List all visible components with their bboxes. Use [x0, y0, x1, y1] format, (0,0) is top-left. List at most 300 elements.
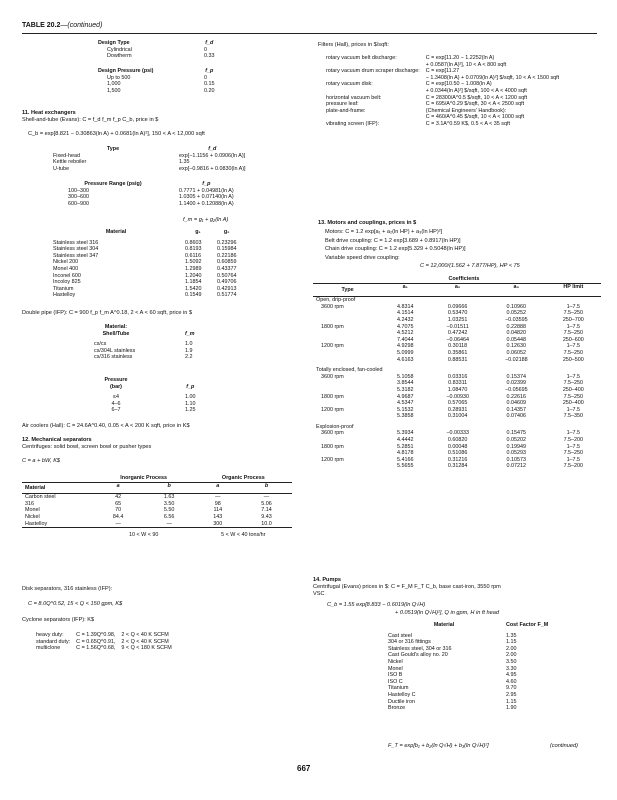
motor-cell: 0.88531	[447, 356, 468, 363]
motor-cell: 1–7.5	[566, 456, 581, 463]
g1-header: g₁	[195, 229, 201, 235]
motor-cell: 7.5–250	[563, 450, 584, 457]
motor-cell: 7.5–200	[563, 463, 584, 470]
material-cell: Stainless steel 304	[53, 246, 99, 253]
centrifuge-cell: 70	[115, 507, 122, 514]
material-row	[50, 273, 240, 280]
motor-cell: 4.8178	[397, 450, 414, 457]
cyclone-cell: heavy duty:	[36, 632, 64, 638]
centrifuge-cell: 3.50	[163, 500, 175, 507]
design-type-row	[95, 47, 218, 54]
s11-line: Shell-and-tube (Evans): C = f_d f_m f_p C_b, price in $	[22, 117, 159, 123]
filter-row	[323, 114, 562, 121]
shell-tube-cell: cs/316 stainless	[94, 354, 133, 361]
filter-cell: C = exp[11.20 − 1.2252(ln A)	[425, 55, 495, 61]
pump-material-row	[385, 666, 551, 673]
filter-cell	[323, 114, 423, 121]
cent-a-header: a	[116, 482, 120, 489]
centrifuge-cell: Monel	[25, 507, 40, 514]
s12-line: Centrifuges: solid bowl, screen bowl or pusher types	[22, 444, 152, 450]
motor-cell: 1–7.5	[566, 373, 581, 380]
shell-tube-row	[50, 341, 198, 348]
motor-cell: 3600 rpm	[321, 373, 344, 380]
pump-material-cell: 2.00	[506, 652, 517, 659]
motor-row	[313, 407, 601, 414]
material-cell: 0.42913	[217, 285, 237, 292]
cyclone-cell: 9 < Q < 180 K SCFM	[121, 645, 172, 652]
motor-cell: 4.8314	[397, 303, 414, 310]
motor-cell: 0.22616	[506, 393, 527, 400]
motor-cell	[313, 350, 382, 357]
filter-cell	[323, 88, 423, 95]
cyclone-cell: 2 < Q < 40 K SCFM	[121, 638, 169, 645]
prange-row	[50, 194, 237, 201]
motor-cell: 250–700	[562, 316, 584, 323]
motor-cell: 7.4044	[397, 336, 414, 343]
material-cell: 0.51774	[217, 292, 237, 299]
motor-table	[313, 276, 601, 470]
pump-material-row	[385, 699, 551, 706]
page-number: 667	[297, 764, 311, 773]
motor-row	[313, 324, 601, 331]
motor-row	[313, 343, 601, 350]
motor-cell: 1800 rpm	[321, 393, 344, 400]
a3-header: a₃	[513, 283, 520, 290]
motor-cell: 0.51086	[447, 450, 468, 457]
motor-row	[313, 330, 601, 337]
disk-equation: C = 8.0Q^0.52, 15 < Q < 150 gpm, K$	[28, 601, 123, 607]
motor-row	[313, 350, 601, 357]
motor-cell: 4.4442	[397, 437, 414, 444]
filter-cell: pressure leaf:	[326, 101, 359, 108]
s14-line1: Centrifugal (Evans) prices in $: C = F_M F_T C_b, base cast-iron, 3550 rpm	[313, 584, 501, 590]
motor-cell: 7.5–250	[563, 393, 584, 400]
motor-cell: 0.09666	[447, 303, 468, 310]
centrifuge-cell: 84.4	[112, 513, 124, 520]
type-cell: U-tube	[53, 165, 70, 172]
centrifuge-row	[22, 501, 292, 508]
motor-cell: 5.3858	[397, 413, 414, 420]
motor-cell: 0.22888	[506, 323, 527, 330]
s14-title: 14. Pumps	[313, 577, 341, 583]
motor-cell: 0.14357	[506, 406, 527, 413]
motor-cell: 1800 rpm	[321, 443, 344, 450]
motor-cell: 0.05293	[506, 450, 527, 457]
s11-title: 11. Heat exchangers	[22, 110, 76, 116]
material-cell: Monel 400	[53, 265, 79, 272]
type-header: Type	[106, 146, 120, 152]
prange-cell: 100–300	[68, 187, 89, 194]
disk-title: Disk separators, 316 stainless (IFP):	[22, 586, 113, 592]
design-pressure-row	[95, 81, 218, 88]
s14-line2: VSC	[313, 591, 325, 597]
motor-cell	[313, 450, 382, 457]
motor-cell: 0.60820	[447, 437, 468, 444]
filter-cell: rotary vacuum belt discharge:	[326, 55, 397, 61]
centrifuge-cell: Nickel	[25, 513, 40, 520]
material-cell: 0.1549	[185, 292, 202, 299]
pump-material-row	[385, 679, 551, 686]
pump-material-cell: 4.95	[506, 672, 517, 679]
centrifuge-cell: 65	[115, 500, 122, 507]
pressure-bar-cell: ≤4	[113, 394, 119, 401]
inorganic-range: 10 < W < 90	[128, 532, 159, 539]
design-pressure-table	[95, 68, 218, 94]
motor-cell	[313, 413, 382, 420]
centrifuge-cell: —	[215, 494, 221, 501]
material-row	[50, 253, 240, 260]
pump-material-cell: Ductile iron	[388, 698, 415, 705]
pump-material-cell: 2.00	[506, 645, 517, 652]
motor-cell: 250–500	[562, 356, 584, 363]
motor-cell: −0.02188	[504, 356, 528, 363]
shell-tube-cell: cs/cs	[94, 341, 107, 348]
pump-material-cell: Nickel	[388, 658, 403, 665]
design-pressure-cell: 0.20	[204, 87, 215, 94]
design-pressure-row	[95, 75, 218, 82]
filter-row	[323, 121, 562, 128]
motor-row	[313, 400, 601, 407]
motor-row	[313, 357, 601, 364]
type-cell: Kettle reboiler	[53, 159, 87, 166]
motor-cell: −0.06464	[446, 336, 469, 343]
cost-factor-header: Cost Factor F_M	[506, 622, 549, 628]
design-type-cell: Cylindrical	[107, 46, 132, 53]
type-cell: 1.35	[179, 159, 190, 166]
material-cell: 0.43377	[217, 265, 237, 272]
filter-cell: vibrating screen (IFP):	[326, 120, 380, 127]
centrifuge-cell: Hastelloy	[25, 520, 48, 527]
motor-cell: 5.5655	[397, 463, 414, 470]
cyclone-cell: 2 < Q < 40 K SCFM	[121, 632, 169, 638]
centrifuge-cell: 1.63	[163, 494, 175, 501]
motor-cell: 5.4166	[397, 456, 414, 463]
pump-material-row	[385, 633, 551, 640]
centrifuge-cell: 5.50	[163, 507, 175, 514]
prange-cell: 0.7771 + 0.04981(ln A)	[179, 187, 234, 194]
motor-cell: 1200 rpm	[321, 406, 344, 413]
type-row	[50, 153, 249, 160]
double-pipe: Double pipe (IFP): C = 900 f_p f_m A^0.18, 2 < A < 60 sqft, price in $	[22, 310, 193, 316]
fm-equation: f_m = g₁ + g₂(ln A)	[183, 217, 229, 223]
motor-cell	[313, 387, 382, 394]
prange-fp-header: f_p	[202, 181, 211, 187]
material-row	[50, 292, 240, 299]
prange-header: Pressure Range (psig)	[84, 181, 142, 187]
filter-cell: C = exp[11.27	[425, 68, 460, 75]
motor-cell	[313, 400, 382, 407]
motor-cell: 3600 rpm	[321, 430, 344, 437]
motor-cell: 0.10573	[506, 456, 527, 463]
s11-cb: C_b = exp[8.821 − 0.30863(ln A) + 0.0681(ln A)²], 150 < A < 12,000 sqft	[28, 131, 205, 137]
s13-line: Chain drive coupling: C = 1.2 exp[5.329 + 0.5048(ln HP)]	[325, 246, 466, 252]
motor-cell: 4.7075	[397, 323, 414, 330]
centrifuge-cell: 6.56	[163, 513, 175, 520]
motor-cell: 5.3182	[397, 386, 414, 393]
motor-cell	[313, 337, 382, 344]
cyclone-row	[33, 645, 175, 652]
shell-tube-row	[50, 354, 198, 361]
motor-cell: 0.00048	[447, 443, 468, 450]
type-fd-header: f_d	[208, 146, 217, 152]
motor-cell: 5.3934	[397, 430, 414, 437]
motor-group-name: Explosion-proof	[316, 423, 354, 430]
material-cell: 0.49706	[217, 279, 237, 286]
cyclone-row	[33, 632, 175, 639]
pump-material-row	[385, 652, 551, 659]
material-cell: Nickel 200	[53, 259, 79, 266]
motor-cell: 1–7.5	[566, 323, 581, 330]
shell-tube-row	[50, 348, 198, 355]
filter-row	[323, 75, 562, 82]
material-cell: 1.2989	[185, 265, 202, 272]
motor-cell: 0.05202	[506, 437, 527, 444]
type-row	[50, 159, 249, 166]
motor-cell: 5.1058	[397, 373, 414, 380]
centrifuge-cell: 7.14	[261, 507, 272, 514]
centrifuge-cell: 143	[213, 513, 223, 520]
motor-cell	[313, 310, 382, 317]
filter-cell: C = 695/A^0.29 $/sqft, 30 < A < 2500 sqft	[425, 101, 525, 108]
motor-cell: 3.8544	[397, 380, 414, 387]
shell-tube-header-1: Material:	[104, 324, 128, 330]
cyclone-title: Cyclone separators (IFP): K$	[22, 617, 95, 623]
cyclone-cell: multiclone	[36, 645, 61, 652]
pump-material-cell: 3.30	[506, 665, 517, 672]
filter-cell: − 1.3408(ln A) + 0.0709(ln A)²] $/sqft, 10 < A < 1500 sqft	[425, 74, 560, 81]
design-type-cell: 0	[204, 46, 207, 53]
motor-cell: 0.57065	[447, 400, 468, 407]
pressure-bar-cell: 1.00	[185, 394, 196, 401]
material-cell: 1.2040	[185, 272, 202, 279]
motor-cell: 0.15475	[506, 430, 527, 437]
material-cell: 0.8193	[185, 246, 202, 253]
inorganic-process-header: Inorganic Process	[93, 475, 195, 482]
material-cell: 1.5420	[185, 285, 202, 292]
motor-cell	[313, 437, 382, 444]
motor-row	[313, 317, 601, 324]
motor-cell: −0.00930	[446, 393, 469, 400]
pump-material-cell: Titanium	[388, 685, 409, 692]
pump-material-row	[385, 705, 551, 712]
motor-group-name: Totally enclosed, fan-cooled	[316, 367, 383, 374]
centrifuge-cell: 42	[115, 494, 122, 501]
motor-cell: 1800 rpm	[321, 323, 344, 330]
centrifuge-row	[22, 507, 292, 514]
material-cell: 0.50764	[217, 272, 237, 279]
material-cell: Incoloy 825	[53, 279, 81, 286]
pump-material-table	[385, 622, 551, 712]
motor-cell: 0.04820	[506, 330, 527, 337]
material-cell: Inconel 600	[53, 272, 81, 279]
pump-material-cell: 3.50	[506, 658, 517, 665]
centrifuge-cell: 9.43	[261, 513, 272, 520]
motor-cell: 7.5–250	[563, 380, 584, 387]
motor-cell: 1200 rpm	[321, 456, 344, 463]
material-cell: 0.22186	[217, 252, 237, 259]
pump-material-cell: 304 or 316 fittings	[388, 639, 431, 646]
shell-tube-cell: 1.0	[185, 341, 193, 348]
material-cell: 0.23296	[217, 239, 237, 246]
pump-material-cell: 2.95	[506, 691, 517, 698]
table-title: TABLE 20.2—(continued)	[22, 22, 103, 29]
pump-material-row	[385, 646, 551, 653]
filter-row	[323, 101, 562, 108]
motor-cell: 4.9298	[397, 343, 414, 350]
pump-material-cell: 1.90	[506, 705, 517, 712]
filter-row	[323, 62, 562, 69]
motor-cell: −0.00333	[446, 430, 469, 437]
motor-cell: 0.53470	[447, 310, 468, 317]
s13-vsd: C = 12,000/(1.562 + 7.877/HP), HP < 75	[420, 263, 520, 269]
design-type-table	[95, 40, 218, 60]
filter-cell: C = 3.1A^0.59 K$, 0.5 < A < 35 sqft	[425, 120, 510, 127]
motor-cell: 0.35861	[447, 349, 468, 356]
material-cell: 0.8603	[185, 239, 202, 246]
motor-cell: 1.03251	[447, 316, 468, 323]
motor-cell: 4.5212	[397, 330, 414, 337]
design-pressure-row	[95, 88, 218, 95]
type-row	[50, 166, 249, 173]
design-pressure-cell: Up to 500	[107, 74, 131, 81]
material-row	[50, 279, 240, 286]
filter-cell	[323, 75, 423, 82]
air-coolers: Air coolers (Hall): C = 24.6A^0.40, 0.05 < A < 200 K sqft, price in K$	[22, 423, 190, 429]
material-cell: 1.5092	[185, 259, 202, 266]
continued-note: (continued)	[550, 743, 578, 749]
motor-row	[313, 380, 601, 387]
ft-equation: F_T = exp[b₁ + b₂(ln Q√H) + b₃(ln Q√H)²]	[388, 743, 489, 749]
motor-cell: 3600 rpm	[321, 303, 344, 310]
table-title-cont: —(continued)	[60, 22, 103, 29]
motor-row	[313, 337, 601, 344]
motor-group-row	[313, 363, 601, 374]
centrifuge-row	[22, 521, 292, 528]
design-pressure-cell: 0	[204, 74, 207, 81]
motor-cell: 0.31284	[447, 463, 468, 470]
design-pressure-cell: 0.15	[204, 81, 215, 88]
filter-cell: plate-and-frame:	[326, 107, 366, 114]
motor-cell: 1200 rpm	[321, 343, 344, 350]
pump-material-cell: ISO B	[388, 672, 403, 679]
a1-header: a₁	[402, 283, 408, 290]
motor-row	[313, 444, 601, 451]
pressure-bar-header-2: (bar)	[110, 383, 122, 390]
material-row	[50, 259, 240, 266]
coefficients-header: Coefficients	[382, 276, 545, 283]
motor-row	[313, 457, 601, 464]
motor-cell: 0.19949	[506, 443, 527, 450]
s14-cb2: + 0.0519(ln Q√H)²], Q in gpm, H in ft head	[395, 610, 499, 616]
header-rule	[22, 33, 597, 34]
cent-a2-header: a	[216, 482, 220, 489]
pump-material-cell: 1.35	[506, 632, 517, 639]
material-cell: Stainless steel 347	[53, 252, 99, 259]
motor-cell: 7.5–250	[563, 330, 584, 337]
motor-type-header: Type	[341, 286, 354, 293]
cyclone-table	[33, 632, 175, 652]
pressure-bar-cell: 1.25	[185, 407, 196, 414]
motor-cell: 250–400	[562, 400, 584, 407]
motor-cell: 0.31216	[447, 456, 468, 463]
type-cell: exp[−1.1156 + 0.0906(ln A)]	[179, 152, 246, 159]
prange-cell: 300–600	[68, 194, 89, 201]
prange-table	[50, 181, 237, 207]
fd-header: f_d	[205, 40, 214, 46]
shell-tube-cell: 1.9	[185, 347, 193, 354]
prange-row	[50, 188, 237, 195]
cent-b-header: b	[167, 482, 171, 489]
motor-cell: 4.1514	[397, 310, 414, 317]
motor-cell: 4.6163	[397, 356, 414, 363]
motor-cell: 5.2851	[397, 443, 414, 450]
motor-cell: 5.1532	[397, 406, 414, 413]
s14-cb1: C_b = 1.55 exp[8.833 − 0.6019(ln Q√H)	[327, 602, 426, 608]
material-row	[50, 246, 240, 253]
motor-cell	[313, 317, 382, 324]
pump-material-cell: 9.70	[506, 685, 517, 692]
filter-cell: + 0.0587(ln A)²], 10 < A < 800 sqft	[425, 61, 507, 68]
motor-cell: 0.06052	[506, 349, 527, 356]
material-cell: 0.60859	[217, 259, 237, 266]
motor-group-row	[313, 420, 601, 431]
motor-cell: 1–7.5	[566, 443, 581, 450]
motor-cell: 4.9687	[397, 393, 414, 400]
material-row	[50, 240, 240, 247]
s13-title: 13. Motors and couplings, prices in $	[318, 220, 417, 226]
filter-row	[323, 108, 562, 115]
filter-row	[323, 68, 562, 75]
pressure-bar-cell: 1.10	[185, 400, 196, 407]
filter-cell: rotary vacuum disk:	[326, 81, 373, 88]
s13-line: Motors: C = 1.2 exp[a₁ + a₂(ln HP) + a₃(ln HP)²]	[325, 229, 443, 235]
motor-cell: 250–400	[562, 386, 584, 393]
shell-tube-table	[50, 324, 198, 361]
motor-cell: 5.0999	[397, 349, 414, 356]
motor-row	[313, 413, 601, 420]
motor-cell: −0.03595	[504, 316, 528, 323]
motor-cell: 0.28931	[447, 406, 468, 413]
material-cell: Stainless steel 316	[53, 239, 99, 246]
centrifuge-cell: 5.06	[261, 500, 272, 507]
design-type-row	[95, 53, 218, 60]
motor-group-row	[313, 297, 601, 304]
design-pressure-cell: 1,500	[107, 87, 121, 94]
filter-cell: C = exp[10.50 − 1.008(ln A)	[425, 81, 492, 88]
s13-lines	[325, 228, 466, 262]
pump-material-cell: Bronze	[388, 705, 406, 712]
material-cell: Titanium	[53, 285, 74, 292]
type-table	[50, 146, 249, 172]
motor-cell: 250–600	[562, 336, 584, 343]
filter-cell: C = 28300/A^0.5 $/sqft, 10 < A < 1200 sqft	[425, 94, 528, 101]
prange-cell: 600–900	[68, 200, 89, 207]
motor-cell: 0.83311	[448, 380, 468, 387]
pump-material-row	[385, 639, 551, 646]
motor-cell: 0.12630	[506, 343, 527, 350]
material-cell: 1.1854	[185, 279, 202, 286]
pressure-bar-table	[50, 377, 199, 414]
shell-tube-cell: cs/304L stainless	[94, 347, 136, 354]
pump-material-cell: Cast steel	[388, 632, 412, 639]
pump-material-cell: Hastelloy C	[388, 691, 416, 698]
design-pressure-header: Design Pressure (psi)	[98, 68, 154, 74]
organic-range: 5 < W < 40 tons/hr	[221, 532, 266, 539]
filter-cell: + 0.0344(ln A)²] $/sqft, 100 < A < 4000 sqft	[425, 87, 527, 94]
centrifuge-row	[22, 514, 292, 521]
filter-row	[323, 55, 562, 62]
motor-cell	[313, 357, 382, 364]
